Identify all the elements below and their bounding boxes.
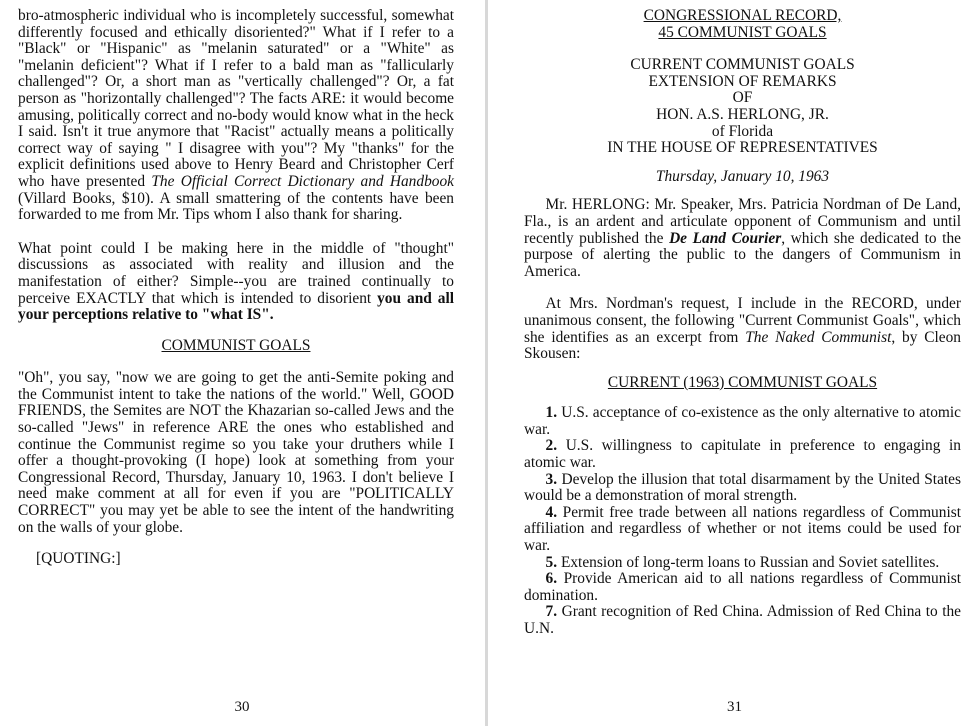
text-span: bro-atmospheric individual who is incompletely successful, somewhat differently focused and ethically disoriented?" What if I refer to a "Black" or "Hispanic" as "melanin saturated" or a "White" as "melanin deficient"? What if I refer to a bald man as "fallicularly challenged"? Or, a short man as "vertically challenged"? Or, a fat person as "horizontally challenged"? The facts — [18, 7, 454, 107]
header-line-1: CURRENT COMMUNIST GOALS — [630, 56, 855, 74]
text-span: Mr. HERLONG: Mr. Speaker, Mrs. Patricia Nordman of De Land, Fla., is an ardent and articulate opponent of Communism and until recently published the — [524, 196, 961, 247]
bold-statement: you and all your perceptions relative to "what IS". — [18, 289, 454, 324]
goal-number: 2. — [545, 437, 558, 455]
header-line-6: IN THE HOUSE OF REPRESENTATIVES — [607, 139, 878, 157]
goal-item — [524, 555, 961, 572]
right-page — [490, 0, 979, 726]
paragraph-nordman-request — [524, 296, 961, 362]
header-line-5: of Florida — [711, 122, 774, 140]
emphasis-are: ARE — [217, 419, 249, 437]
goal-number: 5. — [545, 553, 558, 571]
paragraph-politically-correct — [18, 8, 454, 224]
emphasis-are: ARE — [310, 89, 342, 107]
paragraph-anti-semite — [18, 370, 454, 536]
current-goals-heading: CURRENT (1963) COMMUNIST GOALS — [607, 373, 878, 391]
communist-goals-heading: COMMUNIST GOALS — [161, 336, 311, 354]
newspaper-title: De Land Courier — [669, 229, 782, 247]
record-date: Thursday, January 10, 1963 — [655, 167, 830, 185]
paragraph-thought-discussions — [18, 241, 454, 324]
goal-text: U.S. willingness to capitulate in preference to engaging in atomic war. — [524, 437, 961, 472]
goal-item — [524, 505, 961, 555]
text-span: , by Cleon Skousen: — [524, 328, 961, 363]
record-subtitle: 45 COMMUNIST GOALS — [658, 23, 827, 41]
goals-list — [524, 405, 961, 637]
goal-number: 4. — [545, 503, 558, 521]
book-gutter — [485, 0, 488, 726]
goal-item — [524, 472, 961, 505]
text-span: "Oh", you say, "now we are going to get the anti-Semite poking and the Communist intent to take the nations of the world." Well, — [18, 369, 454, 403]
goal-text: Develop the illusion that total disarmament by the United States would be a demonstration of moral strength. — [524, 470, 961, 505]
text-span: the ones who established and continue the Communist regime so you take your druthers while I offer a thought-provoking (I hope) look at something from your Congressional Record, Thursday, January 10, 1963. I don't believe I need make comment at all for even if you are "POLITICALLY CORRECT" you may yet be able to see the intent of the handwriting on the walls of your globe. — [18, 419, 454, 536]
text-span: , the Semites are — [82, 402, 190, 420]
goal-text: Provide American aid to all nations regardless of Communist domination. — [524, 570, 961, 604]
emphasis-good-friends: GOOD FRIENDS — [18, 385, 454, 420]
goal-number: 7. — [545, 603, 558, 621]
goal-number: 1. — [545, 404, 558, 422]
text-span: What point could I be making here in the middle of "thought" discussions as associated with reality and illusion and the manifestation of either? Simple--you are trained continually to perceive — [18, 239, 454, 307]
quoting-marker: [QUOTING:] — [36, 550, 121, 568]
text-span: the Khazarian so-called Jews and the so-called "Jews" in reference — [18, 402, 454, 437]
goal-item — [524, 438, 961, 471]
text-span: that which is intended to disorient — [145, 289, 378, 307]
text-span: (Villard Books, $10). A small smattering of the contents have been forwarded to me from Mr. Tips whom I also thank for sharing. — [18, 189, 454, 224]
goal-item — [524, 405, 961, 438]
goal-text: Extension of long-term loans to Russian and Soviet satellites. — [557, 553, 940, 571]
text-span: At Mrs. Nordman's request, I include in the RECORD, under unanimous consent, the following "Current Communist Goals", which she identifies as an excerpt from — [524, 295, 961, 346]
record-title: CONGRESSIONAL RECORD, — [643, 7, 842, 24]
paragraph-herlong — [524, 197, 961, 280]
goal-item — [524, 604, 961, 637]
goal-number: 3. — [545, 470, 558, 488]
goal-text: Permit free trade between all nations regardless of Communist affiliation and regardless of whether or not items could be used for war. — [524, 503, 961, 555]
book-title: The Official Correct Dictionary and Handbook — [151, 172, 454, 190]
left-page — [0, 0, 484, 726]
goal-text: U.S. acceptance of co-existence as the only alternative to atomic war. — [524, 404, 961, 438]
goal-item — [524, 571, 961, 604]
header-line-2: EXTENSION OF REMARKS — [648, 72, 837, 90]
book-title: The Naked Communist — [745, 328, 892, 346]
page-number: 31 — [727, 699, 742, 715]
text-span: : it would become amusing, politically correct and no-body would know what in the heck I said. Isn't it true anymore that "Racist" actually means a politically correct way of saying " I disagree with you"? My "thanks" for the explicit definitions used above to Henry Beard and Christopher Cerf who have presented — [18, 89, 454, 190]
goal-number: 6. — [545, 570, 558, 588]
header-line-3: OF — [732, 89, 753, 107]
page-number: 30 — [234, 699, 250, 715]
goal-text: Grant recognition of Red China. Admission of Red China to the U.N. — [524, 603, 961, 637]
header-line-4: HON. A.S. HERLONG, JR. — [656, 105, 829, 123]
text-span: , which she dedicated to the purpose of alerting the public to the dangers of Communism in America. — [524, 229, 961, 280]
emphasis-not: NOT — [189, 402, 221, 420]
emphasis-exactly: EXACTLY — [76, 289, 146, 307]
